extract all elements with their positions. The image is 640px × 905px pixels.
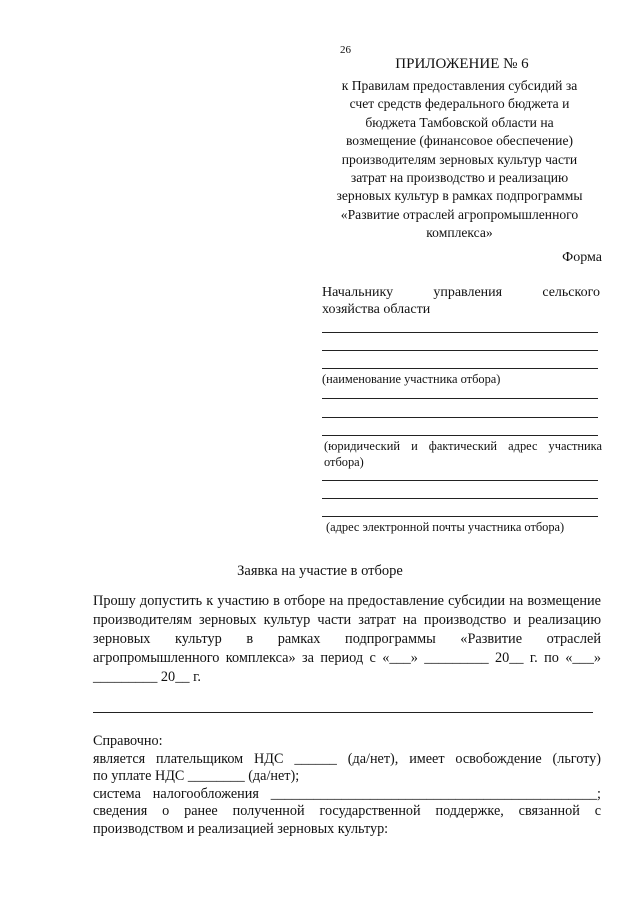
appendix-line: бюджета Тамбовской области на [365,114,554,130]
appendix-line: производителям зерновых культур части [341,151,578,167]
appendix-line: затрат на производство и реализацию [350,170,569,186]
address-field-line[interactable] [322,435,598,436]
appendix-line: «Развитие отраслей агропромышленного [340,206,579,222]
addressee-line-2: хозяйства области [322,302,431,317]
email-field-line[interactable] [322,498,598,499]
page-number: 26 [340,44,351,56]
participant-name-caption: (наименование участника отбора) [322,372,501,386]
participant-name-field-line[interactable] [322,368,598,369]
reference-block [93,733,601,838]
form-label: Форма [562,250,602,265]
addressee-word: управления [433,285,503,300]
address-field-line[interactable] [322,417,598,418]
appendix-line: зерновых культур в рамках подпрограммы [336,188,583,204]
participant-name-field-line[interactable] [322,332,598,333]
email-caption: (адрес электронной почты участника отбора) [326,520,565,534]
address-field-line[interactable] [322,398,598,399]
appendix-line: счет средств федерального бюджета и [349,96,570,112]
addressee-word: Начальнику [322,285,394,300]
support-info-line: сведения о ранее полученной государственной поддержке, связанной с [93,803,601,819]
email-field-line[interactable] [322,480,598,481]
addressee-line [322,285,600,301]
appendix-line: возмещение (финансовое обеспечение) [345,133,574,149]
separator-line [93,712,593,713]
vat-exemption-line: по уплате НДС ________ (да/нет); [93,768,300,784]
address-caption: (юридический и фактический адрес участника отбора) [324,439,602,469]
participant-name-field-line[interactable] [322,350,598,351]
tax-system-line: система налогообложения ______________________________________________; [93,785,601,802]
application-title: Заявка на участие в отборе [237,563,403,579]
reference-title: Справочно: [93,733,163,749]
appendix-line: комплекса» [426,225,493,241]
vat-payer-line: является плательщиком НДС ______ (да/нет), имеет освобождение (льготу) [93,750,601,767]
application-body: Прошу допустить к участию в отборе на предоставление субсидии на возмещение производителям зерновых культур части затрат на производство и реализацию зерновых культур в рамках подпрограммы «Развитие отраслей агропромышленного комплекса» за период с «___» _________ 20__ г. по «___» _________ 20__ г. [93,593,601,685]
appendix-title: ПРИЛОЖЕНИЕ № 6 [395,56,529,72]
addressee-word: сельского [542,285,600,300]
appendix-reference [312,77,607,243]
email-field-line[interactable] [322,516,598,517]
support-info-line: производством и реализацией зерновых культур: [93,820,389,837]
appendix-line: к Правилам предоставления субсидий за [341,78,578,93]
